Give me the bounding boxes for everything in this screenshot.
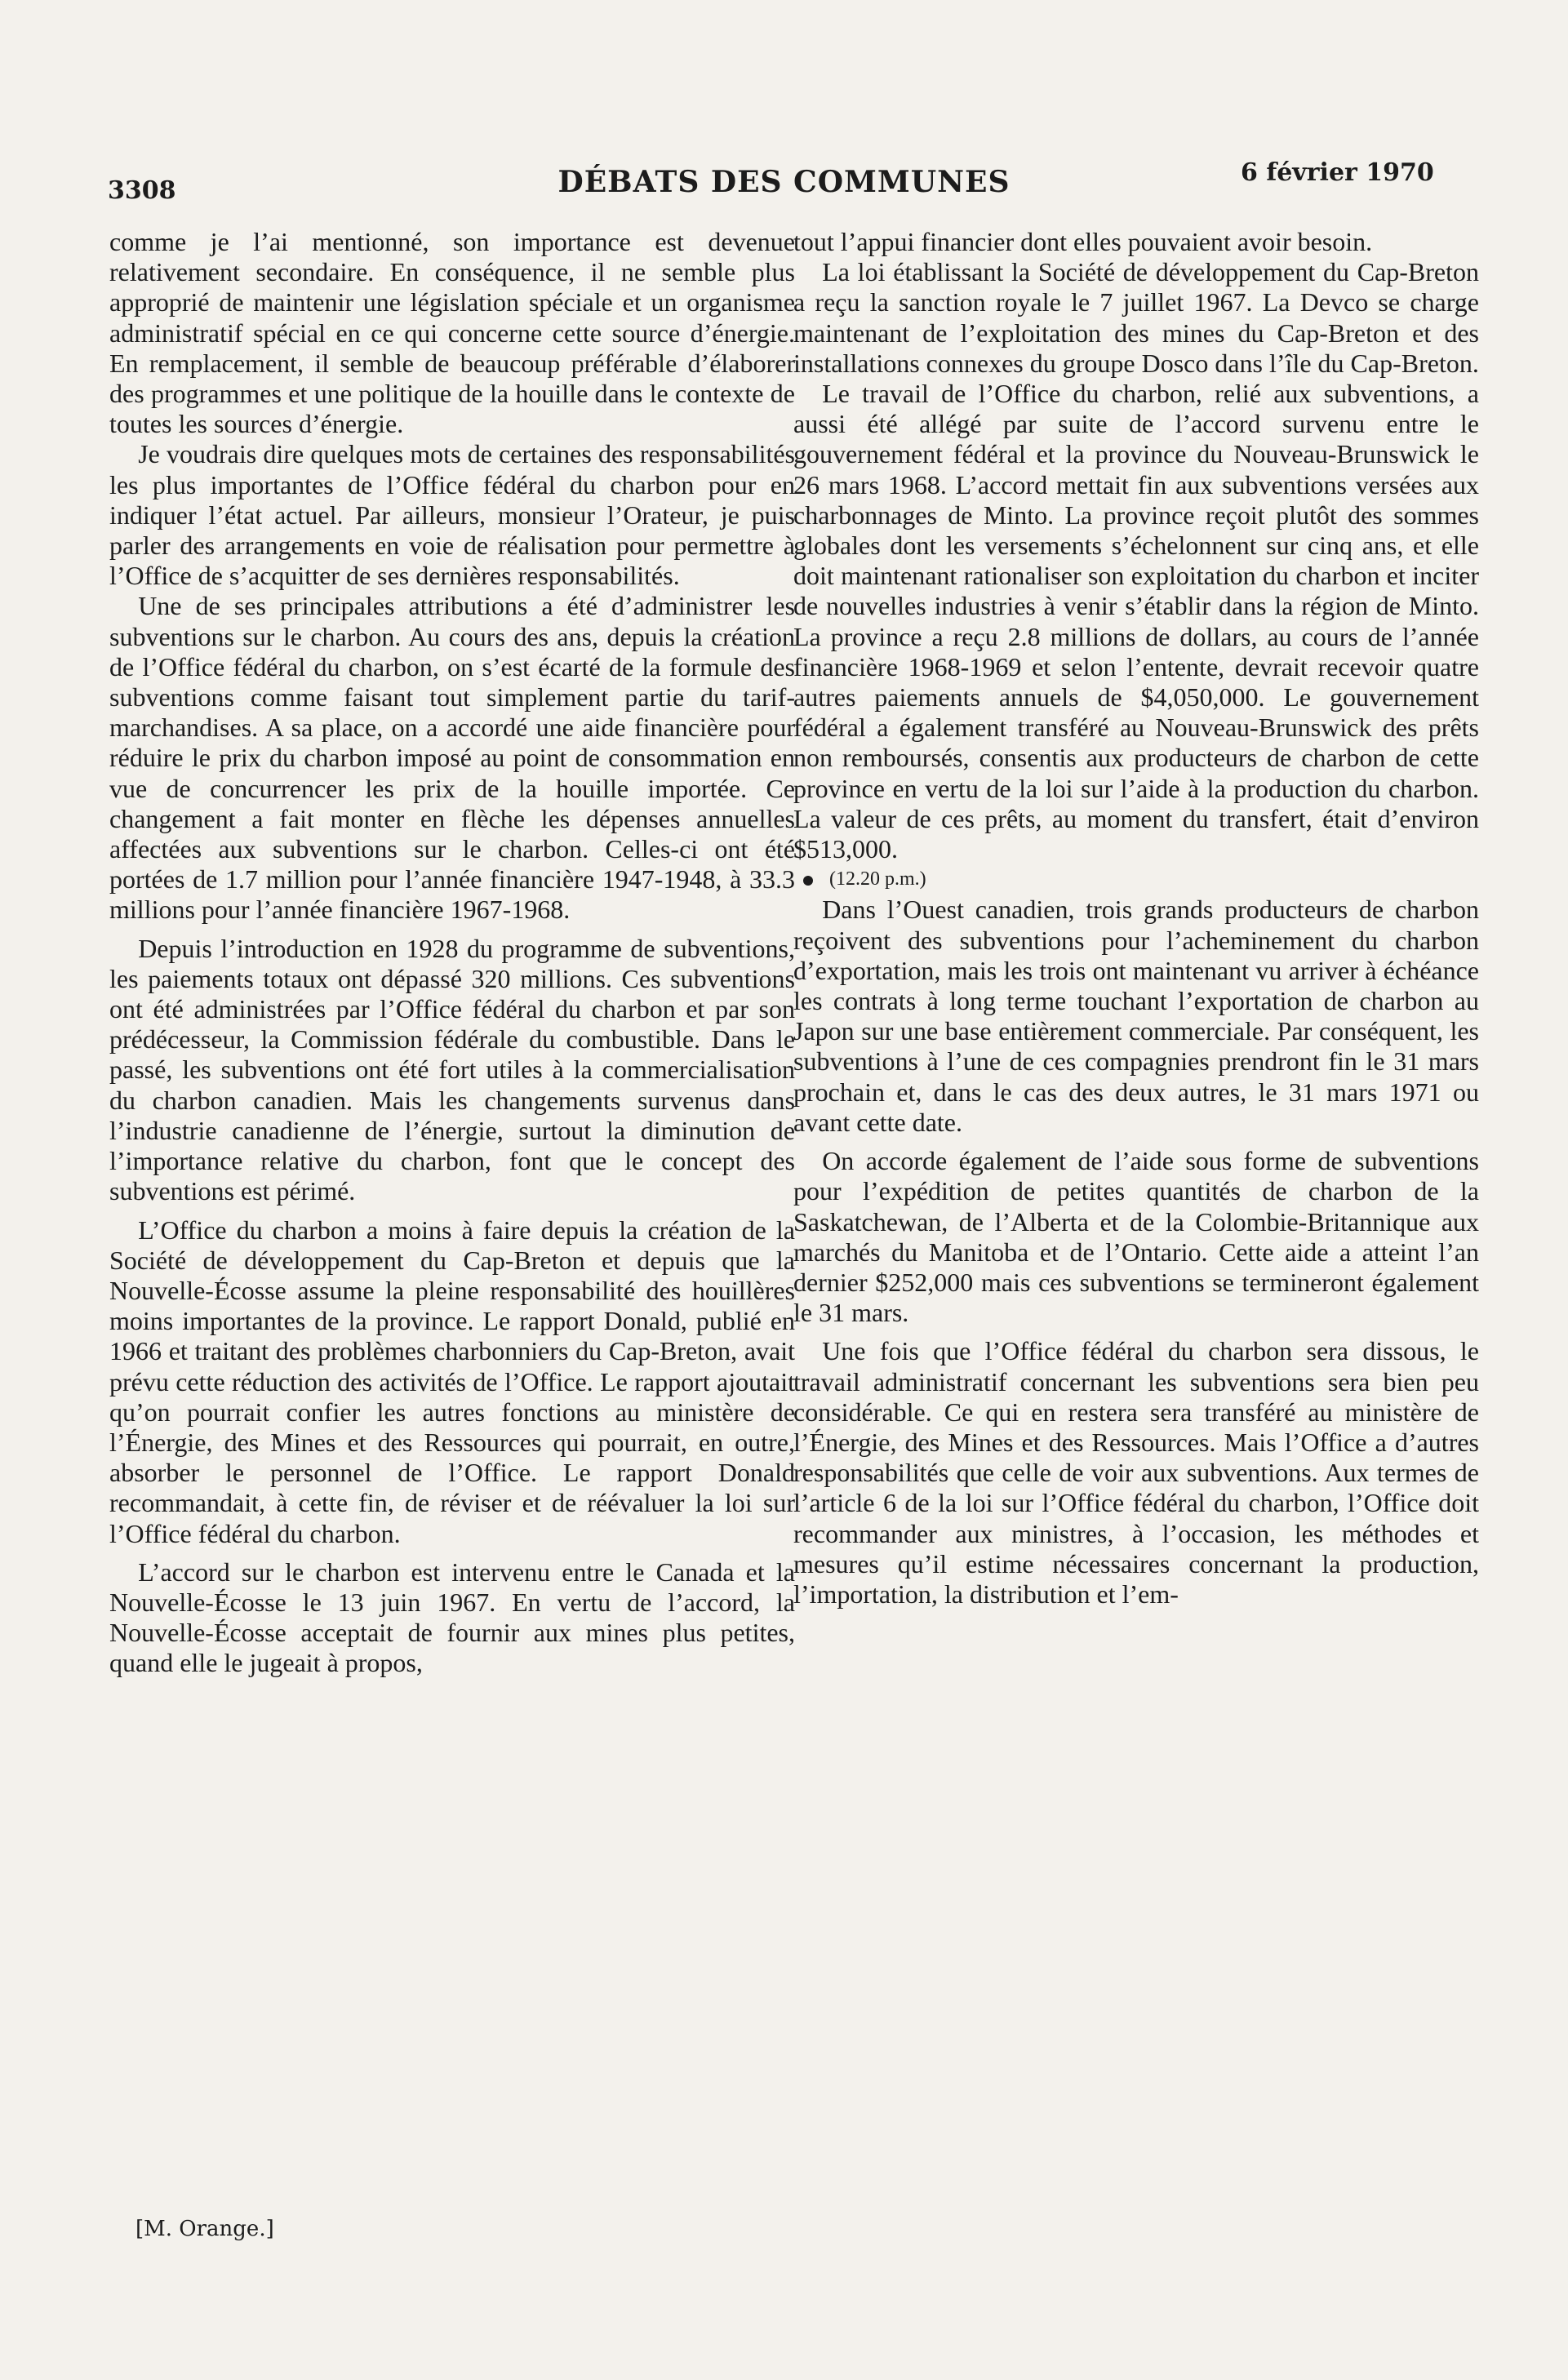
page-number: 3308 <box>108 176 176 205</box>
paragraph: Une de ses principales attributions a été d’administrer les subventions sur le charbon. Au cours des ans, depuis la création de l’Office fédéral du charbon, on s’est écarté de la formule des subventions comme faisant tout simplement partie du tarif-marchandises. A sa place, on a accordé une aide financière pour réduire le prix du charbon imposé au point de consommation en vue de concurrencer les prix de la houille importée. Ce changement a fait monter en flèche les dépenses annuelles affectées aux subventions sur le charbon. Celles-ci ont été portées de 1.7 million pour l’année financière 1947-1948, à 33.3 millions pour l’année financière 1967-1968. <box>109 591 795 925</box>
speaker-attribution: [M. Orange.] <box>135 2217 274 2241</box>
paragraph: Le travail de l’Office du charbon, relié aux subventions, a aussi été allégé par suite de l’accord survenu entre le gouvernement fédéral et la province du Nouveau-Brunswick le 26 mars 1968. L’accord mettait fin aux subventions versées aux charbonnages de Minto. La province reçoit plutôt des sommes globales dont les versements s’échelonnent sur cinq ans, et elle doit maintenant rationaliser son exploitation du charbon et inciter de nouvelles industries à venir s’établir dans la région de Minto. La province a reçu 2.8 millions de dollars, au cours de l’année financière 1968-1969 et selon l’entente, devrait recevoir quatre autres paiements annuels de $4,050,000. Le gouvernement fédéral a également transféré au Nouveau-Brunswick des prêts non remboursés, consentis aux producteurs de charbon de cette province en vertu de la loi sur l’aide à la production du charbon. La valeur de ces prêts, au moment du transfert, était d’environ $513,000. <box>793 379 1479 864</box>
paragraph: Depuis l’introduction en 1928 du programme de subventions, les paiements totaux ont dépassé 320 millions. Ces subventions ont été administrées par l’Office fédéral du charbon et par son prédécesseur, la Commission fédérale du combustible. Dans le passé, les subventions ont été fort utiles à la commercialisation du charbon canadien. Mais les changements survenus dans l’industrie canadienne de l’énergie, surtout la diminution de l’importance relative du charbon, font que le concept des subventions est périmé. <box>109 933 795 1206</box>
issue-date: 6 février 1970 <box>1241 158 1434 187</box>
paragraph: L’accord sur le charbon est intervenu entre le Canada et la Nouvelle-Écosse le 13 juin 1967. En vertu de l’accord, la Nouvelle-Écosse acceptait de fournir aux mines plus petites, quand elle le jugeait à propos, <box>109 1556 795 1678</box>
paragraph: La loi établissant la Société de développement du Cap-Breton a reçu la sanction royale le 7 juillet 1967. La Devco se charge maintenant de l’exploitation des mines du Cap-Breton et des installations connexes du groupe Dosco dans l’île du Cap-Breton. <box>793 257 1479 378</box>
paragraph: comme je l’ai mentionné, son importance est devenue relativement secondaire. En conséquence, il ne semble plus approprié de maintenir une législation spéciale et un organisme administratif spécial en ce qui concerne cette source d’énergie. En remplacement, il semble de beaucoup préférable d’élaborer des programmes et une politique de la houille dans le contexte de toutes les sources d’énergie. <box>109 227 795 439</box>
time-stamp <box>793 864 1479 895</box>
paragraph: Une fois que l’Office fédéral du charbon sera dissous, le travail administratif concernant les subventions sera bien peu considérable. Ce qui en restera sera transféré au ministère de l’Énergie, des Mines et des Ressources. Mais l’Office a d’autres responsabilités que celle de voir aux subventions. Aux termes de l’article 6 de la loi sur l’Office fédéral du charbon, l’Office doit recommander aux ministres, à l’occasion, les méthodes et mesures qu’il estime nécessaires concernant la production, l’importation, la distribution et l’em- <box>793 1336 1479 1609</box>
bullet-icon <box>803 876 813 886</box>
journal-title: DÉBATS DES COMMUNES <box>557 165 1011 199</box>
paragraph: On accorde également de l’aide sous forme de subventions pour l’expédition de petites quantités de charbon de la Saskatchewan, de l’Alberta et de la Colombie-Britannique aux marchés du Manitoba et de l’Ontario. Cette aide a atteint l’an dernier $252,000 mais ces subventions se termineront également le 31 mars. <box>793 1146 1479 1328</box>
right-column <box>793 227 1479 1610</box>
paragraph: tout l’appui financier dont elles pouvaient avoir besoin. <box>793 227 1373 256</box>
paragraph: Dans l’Ouest canadien, trois grands producteurs de charbon reçoivent des subventions pour l’acheminement du charbon d’exportation, mais les trois ont maintenant vu arriver à échéance les contrats à long terme touchant l’exportation de charbon au Japon sur une base entièrement commerciale. Par conséquent, les subventions à l’une de ces compagnies prendront fin le 31 mars prochain et, dans le cas des deux autres, le 31 mars 1971 ou avant cette date. <box>793 895 1479 1137</box>
time-stamp-text: (12.20 p.m.) <box>829 868 926 890</box>
paragraph: L’Office du charbon a moins à faire depuis la création de la Société de développement du Cap-Breton et depuis que la Nouvelle-Écosse assume la pleine responsabilité des houillères moins importantes de la province. Le rapport Donald, publié en 1966 et traitant des problèmes charbonniers du Cap-Breton, avait prévu cette réduction des activités de l’Office. Le rapport ajoutait qu’on pourrait confier les autres fonctions au ministère de l’Énergie, des Mines et des Ressources qui pourrait, en outre, absorber le personnel de l’Office. Le rapport Donald recommandait, à cette fin, de réviser et de réévaluer la loi sur l’Office fédéral du charbon. <box>109 1214 795 1548</box>
paragraph: Je voudrais dire quelques mots de certaines des responsabilités les plus importantes de l’Office fédéral du charbon pour en indiquer l’état actuel. Par ailleurs, monsieur l’Orateur, je puis parler des arrangements en voie de réalisation pour permettre à l’Office de s’acquitter de ses dernières responsabilités. <box>109 439 795 591</box>
left-column <box>109 227 795 1679</box>
running-head <box>0 153 1568 205</box>
